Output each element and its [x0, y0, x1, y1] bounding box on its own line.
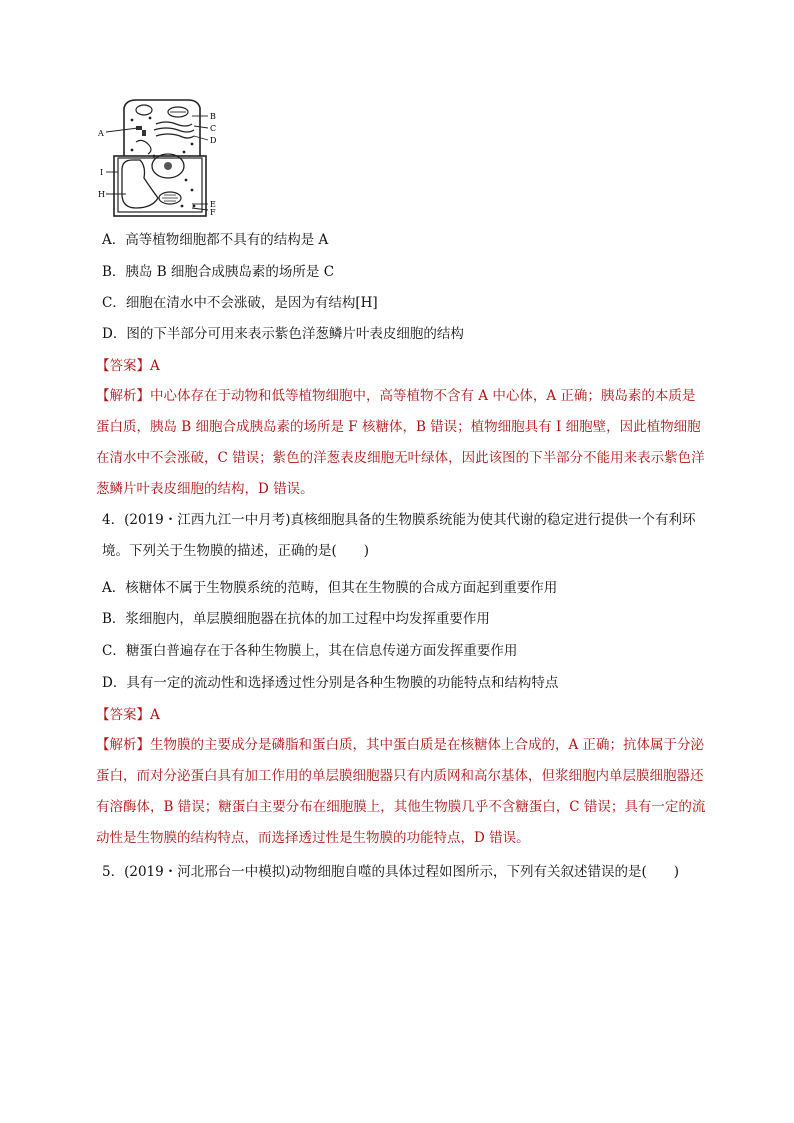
q3-option-a: A．高等植物细胞都不具有的结构是 A: [102, 232, 329, 248]
q4-option-c: C．糖蛋白普遍存在于各种生物膜上，其在信息传递方面发挥重要作用: [102, 643, 518, 659]
answer-tag: 【答案】: [96, 707, 150, 723]
q4-option-a: A．核糖体不属于生物膜系统的范畴，但其在生物膜的合成方面起到重要作用: [102, 580, 558, 596]
q3-option-c: C．细胞在清水中不会涨破，是因为有结构[H]: [102, 295, 378, 311]
q4-stem: 4．(2019・江西九江一中月考)真核细胞具备的生物膜系统能为使其代谢的稳定进行提供一个有利环境。下列关于生物膜的描述，正确的是( ): [102, 512, 696, 559]
q3-analysis: [96, 381, 708, 505]
label-h: H: [98, 190, 105, 199]
label-d: D: [210, 136, 217, 145]
answer-value: A: [150, 707, 160, 723]
answer-value: A: [150, 358, 160, 374]
label-f: F: [210, 208, 216, 217]
q4-analysis: [96, 730, 708, 854]
q3-option-d: D．图的下半部分可用来表示紫色洋葱鳞片叶表皮细胞的结构: [102, 326, 464, 342]
label-i: I: [100, 168, 104, 177]
q5-stem: 5．(2019・河北邢台一中模拟)动物细胞自噬的具体过程如图所示，下列有关叙述错误的是( ): [102, 864, 680, 880]
label-e: E: [210, 200, 216, 209]
q4-option-b: B．浆细胞内，单层膜细胞器在抗体的加工过程中均发挥重要作用: [102, 611, 490, 627]
label-c: C: [210, 124, 217, 133]
q3-answer: [96, 356, 160, 376]
label-a: A: [98, 129, 104, 138]
analysis-tag: 【解析】: [96, 388, 150, 404]
q4-option-d: D．具有一定的流动性和选择透过性分别是各种生物膜的功能特点和结构特点: [102, 675, 559, 691]
analysis-tag: 【解析】: [96, 737, 150, 753]
cell-diagram: [96, 94, 220, 220]
q4-answer: [96, 705, 160, 725]
analysis-text: 中心体存在于动物和低等植物细胞中，高等植物不含有 A 中心体，A 正确；胰岛素的本质是蛋白质，胰岛 B 细胞合成胰岛素的场所是 F 核糖体，B 错误；植物细胞具有 I 细胞壁，因此植物细胞在清水中不会涨破，C 错误；紫色的洋葱表皮细胞无叶绿体，因此该图的下半部分不能用来表示紫色洋葱鳞片叶表皮细胞的结构，D 错误。: [96, 388, 705, 497]
answer-tag: 【答案】: [96, 358, 150, 374]
analysis-text: 生物膜的主要成分是磷脂和蛋白质，其中蛋白质是在核糖体上合成的，A 正确；抗体属于分泌蛋白，而对分泌蛋白具有加工作用的单层膜细胞器只有内质网和高尔基体，但浆细胞内单层膜细胞器还有溶酶体，B 错误；糖蛋白主要分布在细胞膜上，其他生物膜几乎不含糖蛋白，C 错误；具有一定的流动性是生物膜的结构特点，而选择透过性是生物膜的功能特点，D 错误。: [96, 737, 706, 846]
label-b: B: [210, 112, 216, 121]
q3-option-b: B．胰岛 B 细胞合成胰岛素的场所是 C: [102, 264, 335, 280]
